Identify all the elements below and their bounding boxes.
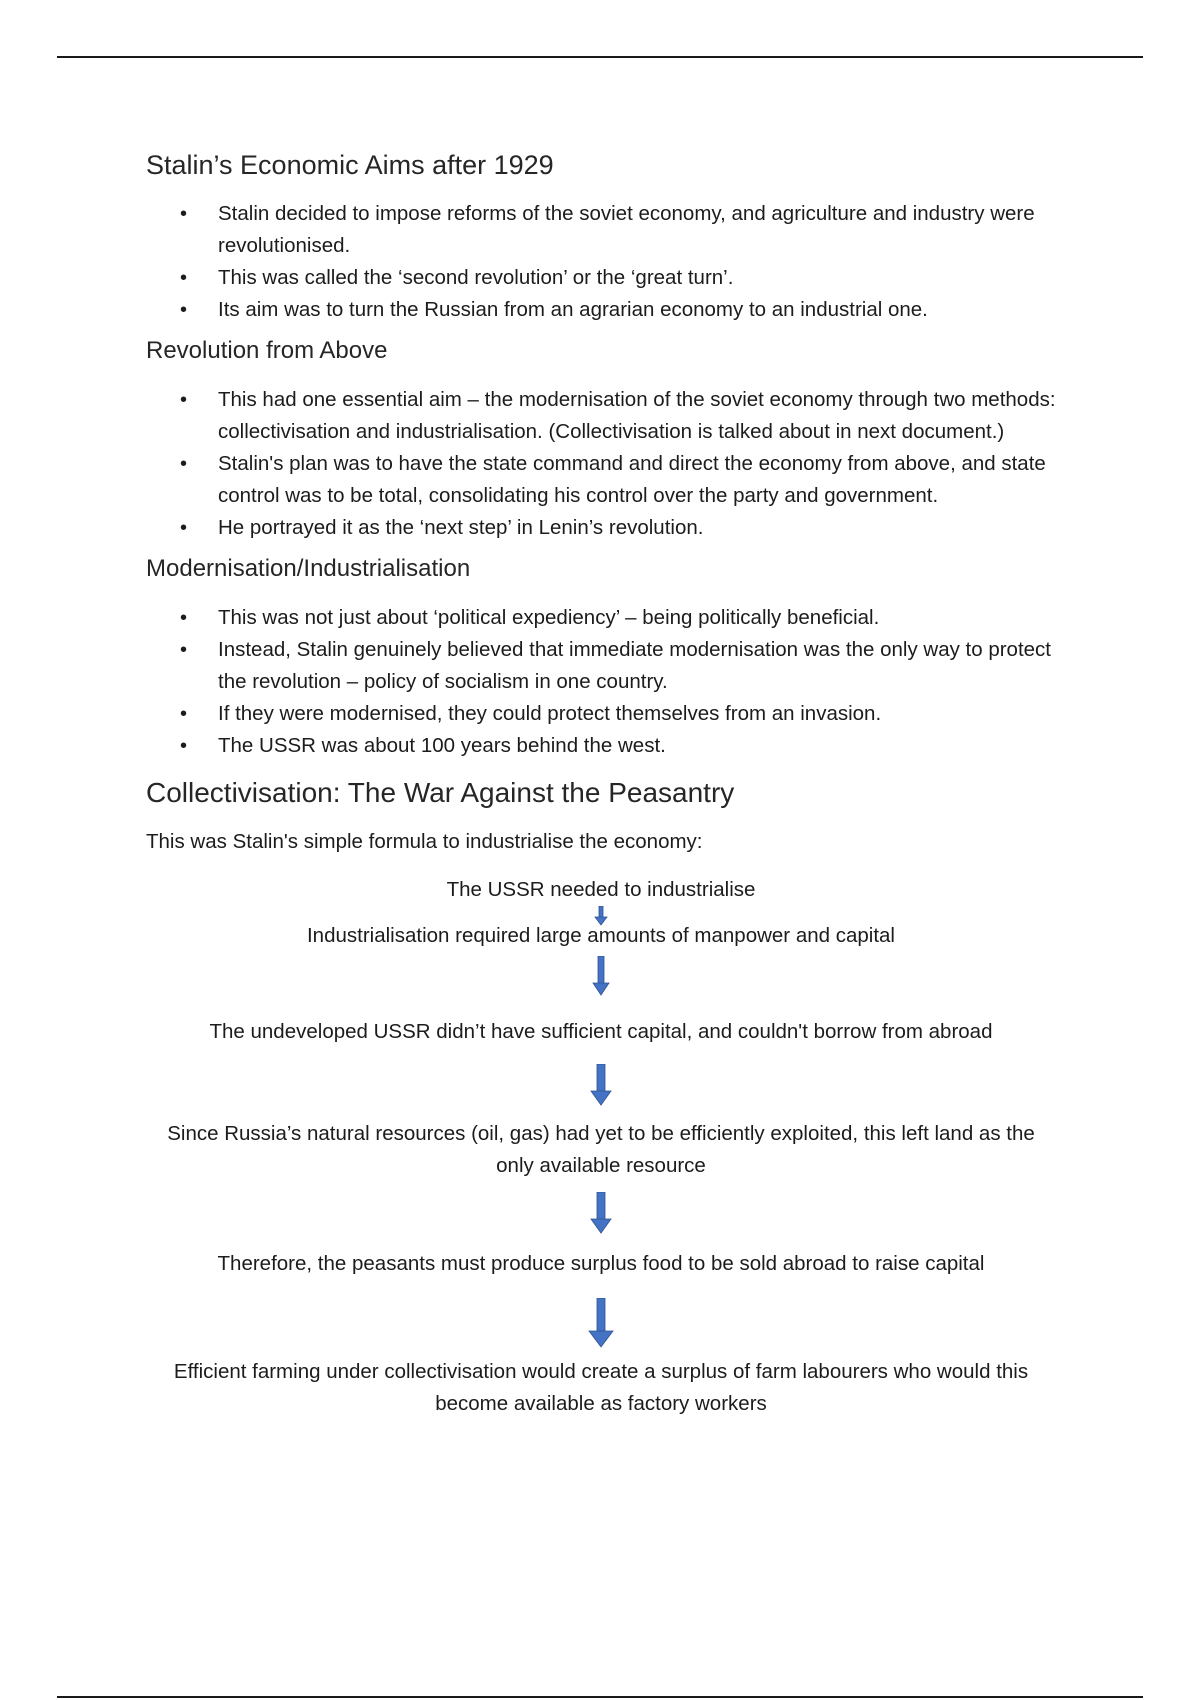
modernisation-list — [146, 602, 1066, 762]
list-item: • This was called the ‘second revolution’ or the ‘great turn’. — [218, 262, 1066, 294]
document-body — [146, 148, 1066, 1420]
flow-step-2: Industrialisation required large amounts of manpower and capital — [306, 924, 895, 947]
top-rule — [57, 56, 1143, 58]
section-heading-revolution-from-above: Revolution from Above — [146, 337, 388, 364]
list-item: • He portrayed it as the ‘next step’ in Lenin’s revolution. — [218, 512, 1066, 544]
flow-step-5: Therefore, the peasants must produce surplus food to be sold abroad to raise capital — [217, 1252, 985, 1275]
flow-step-4: Since Russia’s natural resources (oil, gas) had yet to be efficiently exploited, this left land as the only available resource — [167, 1122, 1035, 1177]
down-arrow-icon — [590, 1064, 612, 1106]
section-heading-modernisation: Modernisation/Industrialisation — [146, 555, 471, 582]
list-item: • Stalin decided to impose reforms of the soviet economy, and agriculture and industry were revolutionised. — [218, 198, 1066, 262]
list-item: • Its aim was to turn the Russian from an agrarian economy to an industrial one. — [218, 294, 1066, 326]
down-arrow-icon — [588, 1298, 614, 1348]
flow-step-3: The undeveloped USSR didn’t have sufficient capital, and couldn't borrow from abroad — [209, 1020, 993, 1043]
list-item: • Stalin's plan was to have the state command and direct the economy from above, and state control was to be total, consolidating his control over the party and government. — [218, 448, 1066, 512]
section-heading-economic-aims: Stalin’s Economic Aims after 1929 — [146, 150, 554, 180]
list-item: • If they were modernised, they could protect themselves from an invasion. — [218, 698, 1066, 730]
flow-step-1: The USSR needed to industrialise — [446, 878, 756, 901]
list-item: • This had one essential aim – the modernisation of the soviet economy through two methods: collectivisation and industrialisation. (Collectivisation is talked about in next document.) — [218, 384, 1066, 448]
flow-step-6: Efficient farming under collectivisation would create a surplus of farm labourers who would this become available as factory workers — [173, 1360, 1029, 1415]
down-arrow-icon — [590, 1192, 612, 1234]
economic-aims-list — [146, 198, 1066, 326]
section-heading-collectivisation: Collectivisation: The War Against the Peasantry — [146, 777, 735, 808]
bottom-rule — [57, 1696, 1143, 1698]
revolution-from-above-list — [146, 384, 1066, 544]
down-arrow-icon — [592, 956, 610, 996]
formula-intro: This was Stalin's simple formula to industrialise the economy: — [146, 830, 703, 853]
formula-flowchart — [146, 874, 1056, 1420]
list-item: • The USSR was about 100 years behind the west. — [218, 730, 1066, 762]
list-item: • Instead, Stalin genuinely believed that immediate modernisation was the only way to protect the revolution – policy of socialism in one country. — [218, 634, 1066, 698]
list-item: • This was not just about ‘political expediency’ – being politically beneficial. — [218, 602, 1066, 634]
